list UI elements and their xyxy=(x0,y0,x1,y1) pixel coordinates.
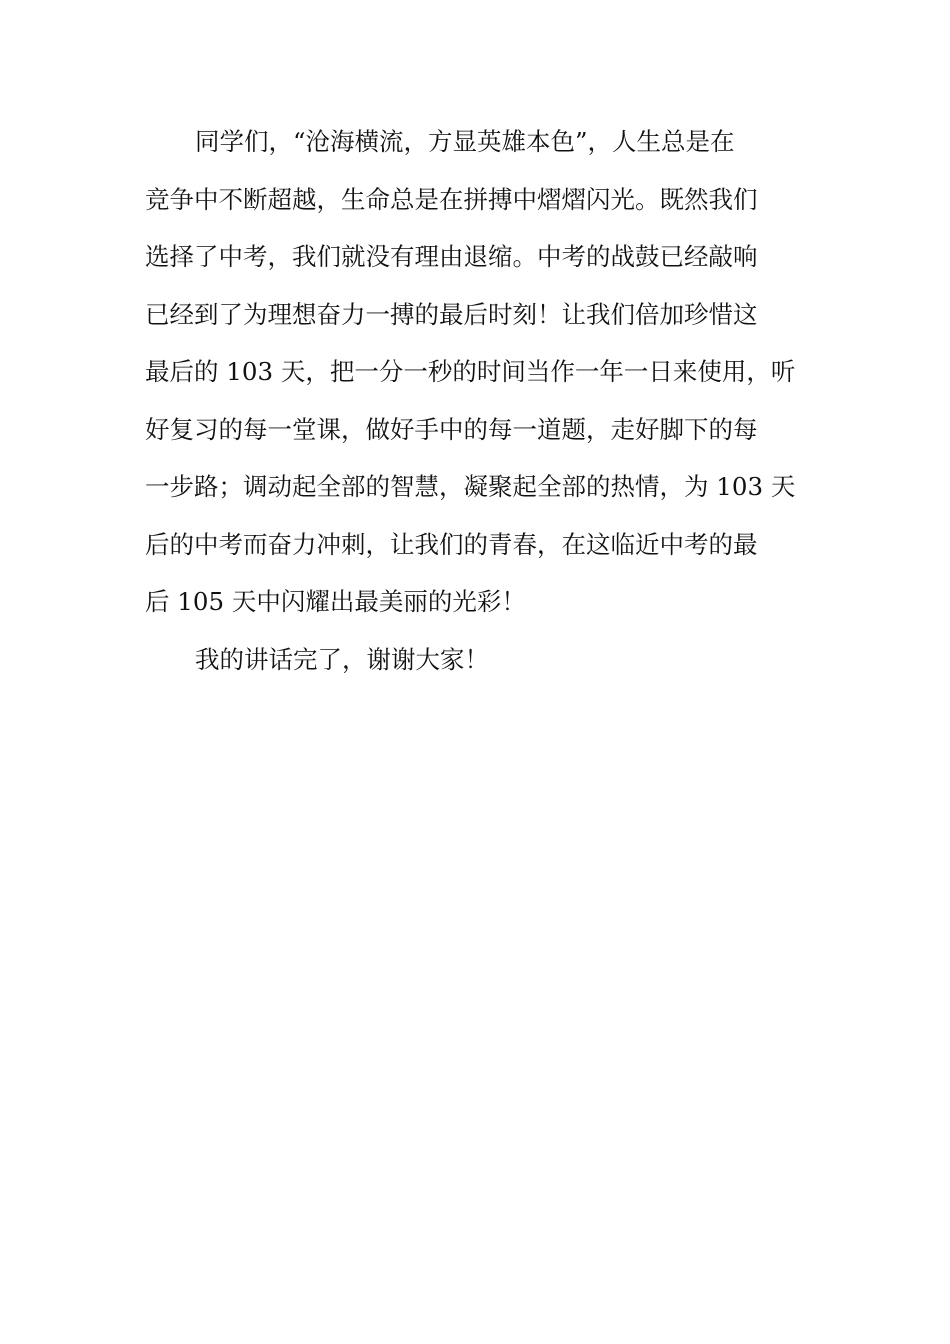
document-body xyxy=(145,113,810,688)
text-line: 已经到了为理想奋力一搏的最后时刻！让我们倍加珍惜这 xyxy=(145,299,758,329)
text-line: 竞争中不断超越，生命总是在拼搏中熠熠闪光。既然我们 xyxy=(145,184,758,214)
text-line: 同学们，“沧海横流，方显英雄本色”，人生总是在 xyxy=(195,127,735,156)
text-line: 后 105 天中闪耀出最美丽的光彩！ xyxy=(145,587,526,616)
paragraph-closing xyxy=(145,631,810,689)
text-line: 后的中考而奋力冲刺，让我们的青春，在这临近中考的最 xyxy=(145,529,758,559)
text-line: 我的讲话完了，谢谢大家！ xyxy=(195,644,489,674)
paragraph-speech-body xyxy=(145,113,810,631)
text-line: 一步路；调动起全部的智慧，凝聚起全部的热情，为 103 天 xyxy=(145,472,796,501)
text-line: 选择了中考，我们就没有理由退缩。中考的战鼓已经敲响 xyxy=(145,242,758,271)
text-line: 最后的 103 天，把一分一秒的时间当作一年一日来使用，听 xyxy=(145,357,796,386)
text-line: 好复习的每一堂课，做好手中的每一道题，走好脚下的每 xyxy=(145,414,758,444)
